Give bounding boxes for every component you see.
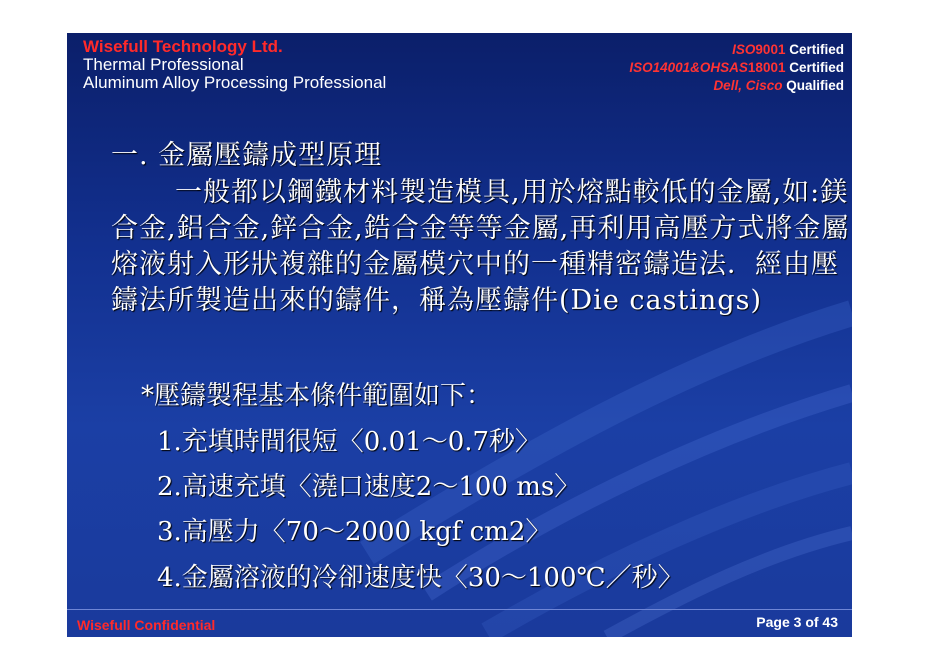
cert3-names: Dell, Cisco	[713, 78, 783, 93]
cert-iso14001	[629, 59, 844, 77]
confidential-label: Wisefull Confidential	[77, 617, 216, 633]
header-certifications	[629, 41, 844, 95]
company-name: Wisefull Technology Ltd.	[83, 37, 283, 56]
header-line-2: Aluminum Alloy Processing Professional	[83, 73, 387, 92]
cert2-num: 18001	[747, 60, 786, 75]
cert1-num: 9001	[755, 42, 786, 57]
slide	[67, 33, 852, 637]
condition-item: 2.高速充填〈澆口速度2～100 ms〉	[157, 472, 581, 502]
cert1-iso: ISO	[732, 42, 756, 57]
conditions-heading: *壓鑄製程基本條件範圍如下：	[141, 381, 493, 411]
condition-item: 4.金屬溶液的冷卻速度快〈30～100℃／秒〉	[157, 563, 684, 593]
cert1-label: Certified	[789, 42, 844, 57]
header-left	[83, 38, 386, 92]
footer-divider	[67, 609, 852, 610]
cert2-iso: ISO14001&OHSAS	[629, 60, 748, 75]
cert2-label: Certified	[789, 60, 844, 75]
cert-iso9001	[629, 41, 844, 59]
header-line-1: Thermal Professional	[83, 55, 244, 74]
condition-item: 3.高壓力〈70～2000 kgf cm2〉	[157, 517, 552, 547]
cert-dell-cisco	[629, 77, 844, 95]
slide-title: 一. 金屬壓鑄成型原理	[111, 140, 383, 171]
page-number: Page 3 of 43	[756, 614, 838, 630]
condition-item: 1.充填時間很短〈0.01～0.7秒〉	[157, 427, 542, 457]
body-paragraph: 一般都以鋼鐵材料製造模具,用於熔點較低的金屬,如:鎂合金,鋁合金,鋅合金,鋯合金等等金屬,再利用高壓方式將金屬熔液射入形狀複雜的金屬模穴中的一種精密鑄造法．經由壓鑄法所製造出來的鑄件，稱為壓鑄件(Die castings)	[111, 177, 850, 316]
cert3-label: Qualified	[786, 78, 844, 93]
